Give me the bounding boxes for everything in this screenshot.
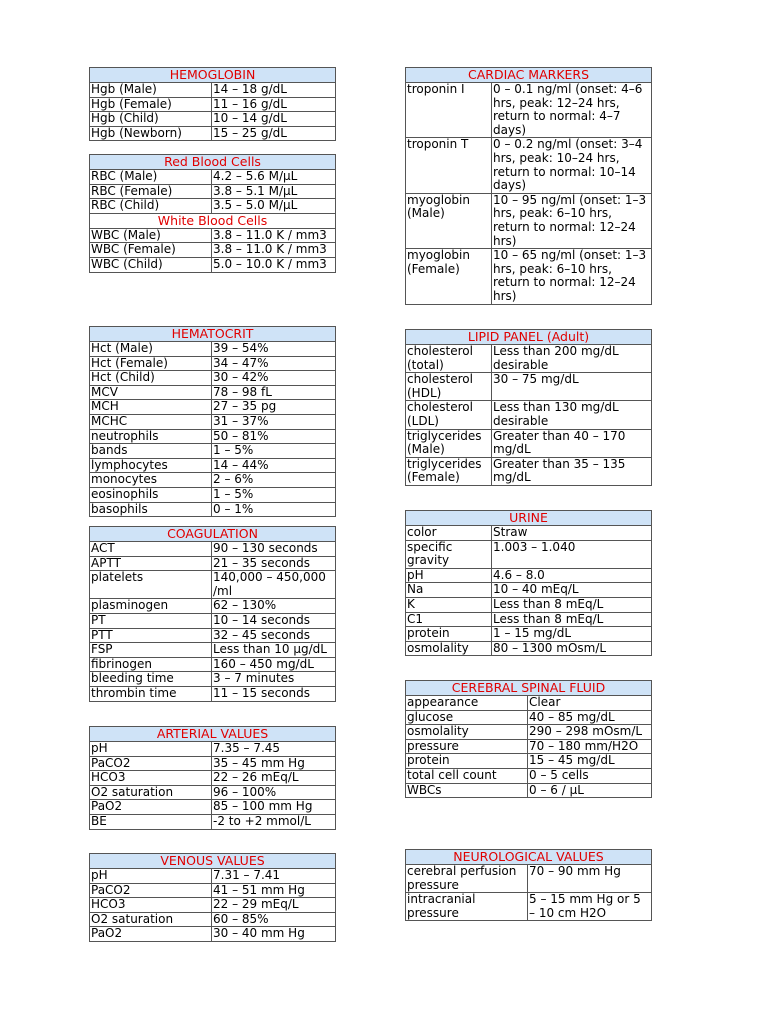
wbc-title: White Blood Cells: [90, 213, 336, 228]
row-value: 80 – 1300 mOsm/L: [492, 641, 652, 656]
table-row: [406, 138, 652, 193]
rbc-title: Red Blood Cells: [90, 155, 336, 170]
row-label: RBC (Child): [90, 199, 212, 214]
row-label: BE: [90, 814, 212, 829]
row-label: specific gravity: [406, 540, 492, 568]
row-label: eosinophils: [90, 487, 212, 502]
row-value: 1 – 5%: [212, 487, 336, 502]
table-row: [406, 739, 652, 754]
row-label: color: [406, 526, 492, 541]
row-label: MCH: [90, 400, 212, 415]
row-label: ACT: [90, 542, 212, 557]
lipid-title: LIPID PANEL (Adult): [406, 330, 652, 345]
row-label: Hct (Female): [90, 356, 212, 371]
table-row: [90, 414, 336, 429]
table-row: [90, 228, 336, 243]
row-label: pressure: [406, 739, 528, 754]
row-label: glucose: [406, 710, 528, 725]
row-label: troponin I: [406, 83, 492, 138]
table-row: [90, 257, 336, 272]
row-label: cerebral perfusion pressure: [406, 865, 528, 893]
row-value: 70 – 180 mm/H2O: [528, 739, 652, 754]
table-row: [90, 342, 336, 357]
row-label: Hgb (Female): [90, 97, 212, 112]
table-row: [406, 583, 652, 598]
venous-title: VENOUS VALUES: [90, 854, 336, 869]
row-value: 34 – 47%: [212, 356, 336, 371]
neuro-title: NEUROLOGICAL VALUES: [406, 850, 652, 865]
table-row: [90, 385, 336, 400]
row-label: cholesterol (LDL): [406, 401, 492, 429]
row-label: fibrinogen: [90, 657, 212, 672]
row-label: bands: [90, 444, 212, 459]
table-row: [90, 356, 336, 371]
row-value: Clear: [528, 696, 652, 711]
row-value: 15 – 45 mg/dL: [528, 754, 652, 769]
row-value: 290 – 298 mOsm/L: [528, 725, 652, 740]
row-label: plasminogen: [90, 599, 212, 614]
row-label: WBC (Child): [90, 257, 212, 272]
table-row: [406, 373, 652, 401]
row-label: osmolality: [406, 725, 528, 740]
arterial-title: ARTERIAL VALUES: [90, 727, 336, 742]
row-value: 5.0 – 10.0 K / mm3: [212, 257, 336, 272]
row-value: 10 – 14 g/dL: [212, 112, 336, 127]
urine-title: URINE: [406, 511, 652, 526]
table-row: [406, 540, 652, 568]
table-row: [90, 771, 336, 786]
row-value: 3.8 – 11.0 K / mm3: [212, 228, 336, 243]
row-label: neutrophils: [90, 429, 212, 444]
row-label: triglycerides (Male): [406, 429, 492, 457]
cardiac-markers-table: [405, 67, 652, 305]
row-value: 50 – 81%: [212, 429, 336, 444]
row-value: 1 – 15 mg/dL: [492, 627, 652, 642]
row-value: Less than 10 μg/dL: [212, 643, 336, 658]
row-label: monocytes: [90, 473, 212, 488]
row-label: triglycerides (Female): [406, 457, 492, 485]
table-row: [90, 912, 336, 927]
row-value: Greater than 35 – 135 mg/dL: [492, 457, 652, 485]
hemoglobin-table: [89, 67, 336, 141]
row-label: MCHC: [90, 414, 212, 429]
hematocrit-table: [89, 326, 336, 517]
table-row: [90, 112, 336, 127]
hemoglobin-title: HEMOGLOBIN: [90, 68, 336, 83]
row-label: O2 saturation: [90, 785, 212, 800]
table-row: [90, 97, 336, 112]
row-value: 0 – 6 / μL: [528, 783, 652, 798]
row-value: 15 – 25 g/dL: [212, 126, 336, 141]
row-value: 90 – 130 seconds: [212, 542, 336, 557]
row-label: WBCs: [406, 783, 528, 798]
table-row: [406, 526, 652, 541]
row-value: 60 – 85%: [212, 912, 336, 927]
row-label: Hct (Child): [90, 371, 212, 386]
row-label: PaO2: [90, 800, 212, 815]
table-row: [90, 869, 336, 884]
hematocrit-title: HEMATOCRIT: [90, 327, 336, 342]
table-row: [406, 401, 652, 429]
row-value: 31 – 37%: [212, 414, 336, 429]
row-label: cholesterol (total): [406, 345, 492, 373]
table-row: [406, 83, 652, 138]
table-row: [90, 613, 336, 628]
row-label: O2 saturation: [90, 912, 212, 927]
row-value: 7.31 – 7.41: [212, 869, 336, 884]
table-row: [90, 927, 336, 942]
table-row: [406, 193, 652, 248]
row-value: Straw: [492, 526, 652, 541]
row-value: 96 – 100%: [212, 785, 336, 800]
row-label: pH: [90, 869, 212, 884]
cardiac-title: CARDIAC MARKERS: [406, 68, 652, 83]
row-value: 7.35 – 7.45: [212, 742, 336, 757]
csf-title: CEREBRAL SPINAL FLUID: [406, 681, 652, 696]
row-value: 0 – 0.2 ng/ml (onset: 3–4 hrs, peak: 10–24 hrs, return to normal: 10–14 days): [492, 138, 652, 193]
row-value: 30 – 75 mg/dL: [492, 373, 652, 401]
table-row: [406, 893, 652, 921]
row-value: 4.6 – 8.0: [492, 568, 652, 583]
row-label: HCO3: [90, 898, 212, 913]
row-label: FSP: [90, 643, 212, 658]
row-label: RBC (Male): [90, 170, 212, 185]
row-value: 14 – 44%: [212, 458, 336, 473]
row-value: 40 – 85 mg/dL: [528, 710, 652, 725]
table-row: [90, 243, 336, 258]
table-row: [90, 400, 336, 415]
row-label: WBC (Female): [90, 243, 212, 258]
row-value: 10 – 14 seconds: [212, 613, 336, 628]
row-value: 10 – 65 ng/ml (onset: 1–3 hrs, peak: 6–10 hrs, return to normal: 12–24 hrs): [492, 249, 652, 304]
table-row: [90, 542, 336, 557]
table-row: [90, 814, 336, 829]
row-label: bleeding time: [90, 672, 212, 687]
table-row: [90, 199, 336, 214]
row-label: appearance: [406, 696, 528, 711]
row-value: Less than 200 mg/dL desirable: [492, 345, 652, 373]
cerebral-spinal-fluid-table: [405, 680, 652, 798]
row-label: Na: [406, 583, 492, 598]
venous-values-table: [89, 853, 336, 942]
row-value: 160 – 450 mg/dL: [212, 657, 336, 672]
blood-cells-table: [89, 154, 336, 273]
table-row: [90, 643, 336, 658]
table-row: [90, 628, 336, 643]
table-row: [90, 429, 336, 444]
row-value: 4.2 – 5.6 M/μL: [212, 170, 336, 185]
row-label: thrombin time: [90, 686, 212, 701]
row-value: 30 – 42%: [212, 371, 336, 386]
table-row: [406, 783, 652, 798]
row-label: PaCO2: [90, 756, 212, 771]
table-row: [90, 883, 336, 898]
table-row: [90, 556, 336, 571]
table-row: [406, 457, 652, 485]
row-label: osmolality: [406, 641, 492, 656]
row-value: Less than 8 mEq/L: [492, 597, 652, 612]
table-row: [406, 641, 652, 656]
row-value: 3 – 7 minutes: [212, 672, 336, 687]
row-label: myoglobin (Male): [406, 193, 492, 248]
table-row: [90, 785, 336, 800]
row-value: 140,000 – 450,000 /ml: [212, 571, 336, 599]
row-value: 14 – 18 g/dL: [212, 83, 336, 98]
row-label: PaO2: [90, 927, 212, 942]
table-row: [90, 898, 336, 913]
table-row: [406, 249, 652, 304]
table-row: [406, 754, 652, 769]
row-label: intracranial pressure: [406, 893, 528, 921]
table-row: [90, 83, 336, 98]
row-value: 70 – 90 mm Hg: [528, 865, 652, 893]
row-label: PT: [90, 613, 212, 628]
table-row: [90, 571, 336, 599]
row-label: cholesterol (HDL): [406, 373, 492, 401]
table-row: [406, 568, 652, 583]
row-label: MCV: [90, 385, 212, 400]
lipid-panel-table: [405, 329, 652, 486]
row-label: PTT: [90, 628, 212, 643]
row-label: RBC (Female): [90, 184, 212, 199]
row-value: 11 – 15 seconds: [212, 686, 336, 701]
row-value: Less than 130 mg/dL desirable: [492, 401, 652, 429]
table-row: [406, 597, 652, 612]
table-row: [406, 345, 652, 373]
table-row: [90, 742, 336, 757]
row-label: Hgb (Male): [90, 83, 212, 98]
row-label: troponin T: [406, 138, 492, 193]
row-value: 22 – 26 mEq/L: [212, 771, 336, 786]
coagulation-title: COAGULATION: [90, 527, 336, 542]
table-row: [90, 458, 336, 473]
row-value: 10 – 40 mEq/L: [492, 583, 652, 598]
row-label: protein: [406, 754, 528, 769]
row-value: 1.003 – 1.040: [492, 540, 652, 568]
row-label: total cell count: [406, 768, 528, 783]
row-value: 10 – 95 ng/ml (onset: 1–3 hrs, peak: 6–10 hrs, return to normal: 12–24 hrs): [492, 193, 652, 248]
row-value: Greater than 40 – 170 mg/dL: [492, 429, 652, 457]
row-value: 3.8 – 11.0 K / mm3: [212, 243, 336, 258]
row-label: platelets: [90, 571, 212, 599]
table-row: [90, 371, 336, 386]
table-row: [90, 800, 336, 815]
table-row: [90, 672, 336, 687]
row-value: 21 – 35 seconds: [212, 556, 336, 571]
table-row: [90, 126, 336, 141]
table-row: [90, 170, 336, 185]
row-value: 35 – 45 mm Hg: [212, 756, 336, 771]
row-value: 0 – 0.1 ng/ml (onset: 4–6 hrs, peak: 12–24 hrs, return to normal: 4–7 days): [492, 83, 652, 138]
row-label: pH: [90, 742, 212, 757]
row-value: 78 – 98 fL: [212, 385, 336, 400]
row-value: 5 – 15 mm Hg or 5 – 10 cm H2O: [528, 893, 652, 921]
urine-table: [405, 510, 652, 656]
row-value: -2 to +2 mmol/L: [212, 814, 336, 829]
table-row: [406, 696, 652, 711]
row-label: pH: [406, 568, 492, 583]
table-row: [90, 444, 336, 459]
row-label: APTT: [90, 556, 212, 571]
table-row: [406, 725, 652, 740]
table-row: [90, 657, 336, 672]
row-label: HCO3: [90, 771, 212, 786]
row-label: Hgb (Child): [90, 112, 212, 127]
row-value: 41 – 51 mm Hg: [212, 883, 336, 898]
row-value: 0 – 5 cells: [528, 768, 652, 783]
table-row: [406, 627, 652, 642]
row-label: basophils: [90, 502, 212, 517]
row-label: protein: [406, 627, 492, 642]
arterial-values-table: [89, 726, 336, 830]
row-value: 11 – 16 g/dL: [212, 97, 336, 112]
row-label: C1: [406, 612, 492, 627]
table-row: [90, 473, 336, 488]
table-row: [90, 756, 336, 771]
table-row: [406, 429, 652, 457]
row-label: lymphocytes: [90, 458, 212, 473]
table-row: [406, 768, 652, 783]
neurological-values-table: [405, 849, 652, 921]
row-value: 85 – 100 mm Hg: [212, 800, 336, 815]
row-value: 3.5 – 5.0 M/μL: [212, 199, 336, 214]
row-label: WBC (Male): [90, 228, 212, 243]
row-value: 0 – 1%: [212, 502, 336, 517]
row-value: 2 – 6%: [212, 473, 336, 488]
table-row: [90, 599, 336, 614]
row-value: 3.8 – 5.1 M/μL: [212, 184, 336, 199]
coagulation-table: [89, 526, 336, 702]
table-row: [90, 184, 336, 199]
row-value: 1 – 5%: [212, 444, 336, 459]
row-label: Hgb (Newborn): [90, 126, 212, 141]
row-label: myoglobin (Female): [406, 249, 492, 304]
row-label: PaCO2: [90, 883, 212, 898]
table-row: [406, 865, 652, 893]
row-label: K: [406, 597, 492, 612]
table-row: [90, 502, 336, 517]
table-row: [406, 710, 652, 725]
row-value: Less than 8 mEq/L: [492, 612, 652, 627]
table-row: [90, 487, 336, 502]
row-value: 39 – 54%: [212, 342, 336, 357]
row-label: Hct (Male): [90, 342, 212, 357]
row-value: 30 – 40 mm Hg: [212, 927, 336, 942]
table-row: [90, 686, 336, 701]
row-value: 27 – 35 pg: [212, 400, 336, 415]
row-value: 62 – 130%: [212, 599, 336, 614]
table-row: [406, 612, 652, 627]
row-value: 22 – 29 mEq/L: [212, 898, 336, 913]
row-value: 32 – 45 seconds: [212, 628, 336, 643]
